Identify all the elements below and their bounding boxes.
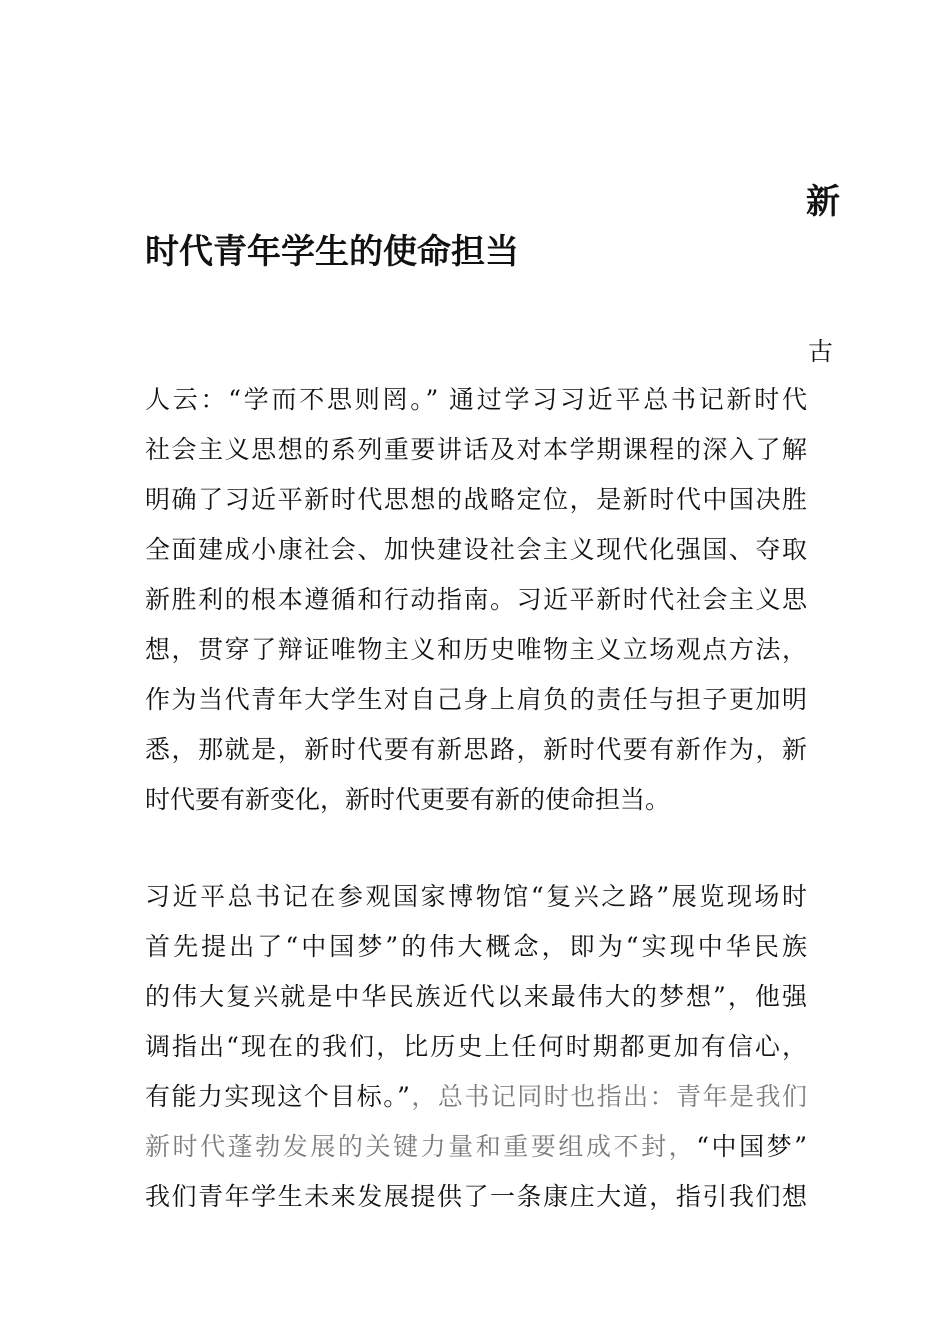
paragraph2-line-6-gray: 新时代蓬勃发展的关键力量和重要组成不封， [145,1132,697,1161]
paragraph2-line-6-black: “中国梦” [696,1132,807,1161]
paragraph2-line-6 [145,1132,807,1162]
paragraph1-line-2: 社会主义思想的系列重要讲话及对本学期课程的深入了解 [145,435,807,464]
paragraph1-line-9: 时代要有新变化，新时代更要有新的使命担当。 [145,785,671,814]
paragraph2-line-4: 调指出“现在的我们，比历史上任何时期都更加有信心， [145,1032,807,1061]
title-part-1: 新 [806,182,840,222]
paragraph1-line-8: 悉，那就是，新时代要有新思路，新时代要有新作为，新 [145,735,807,764]
title-part-2: 时代青年学生的使命担当 [145,232,519,272]
paragraph2-line-5-gray: ，总书记同时也指出：青年是我们 [409,1082,807,1111]
paragraph1-line-4: 全面建成小康社会、加快建设社会主义现代化强国、夺取 [145,535,807,564]
paragraph2-line-3: 的伟大复兴就是中华民族近代以来最伟大的梦想”，他强 [145,982,807,1011]
paragraph1-line-1: 人云：“学而不思则罔。” 通过学习习近平总书记新时代 [145,385,807,414]
paragraph1-line-6: 想，贯穿了辩证唯物主义和历史唯物主义立场观点方法， [145,635,807,664]
paragraph2-line-1: 习近平总书记在参观国家博物馆“复兴之路”展览现场时 [145,882,807,911]
paragraph2-line-7: 我们青年学生未来发展提供了一条康庄大道，指引我们想 [145,1182,807,1211]
paragraph2-line-5-black: 有能力实现这个目标。” [145,1082,410,1111]
paragraph1-lead-char: 古 [808,337,834,366]
paragraph1-line-5: 新胜利的根本遵循和行动指南。习近平新时代社会主义思 [145,585,807,614]
paragraph1-line-3: 明确了习近平新时代思想的战略定位，是新时代中国决胜 [145,485,807,514]
paragraph2-line-2: 首先提出了“中国梦”的伟大概念，即为“实现中华民族 [145,932,807,961]
paragraph2-line-5 [145,1082,807,1112]
paragraph1-line-7: 作为当代青年大学生对自己身上肩负的责任与担子更加明 [145,685,807,714]
